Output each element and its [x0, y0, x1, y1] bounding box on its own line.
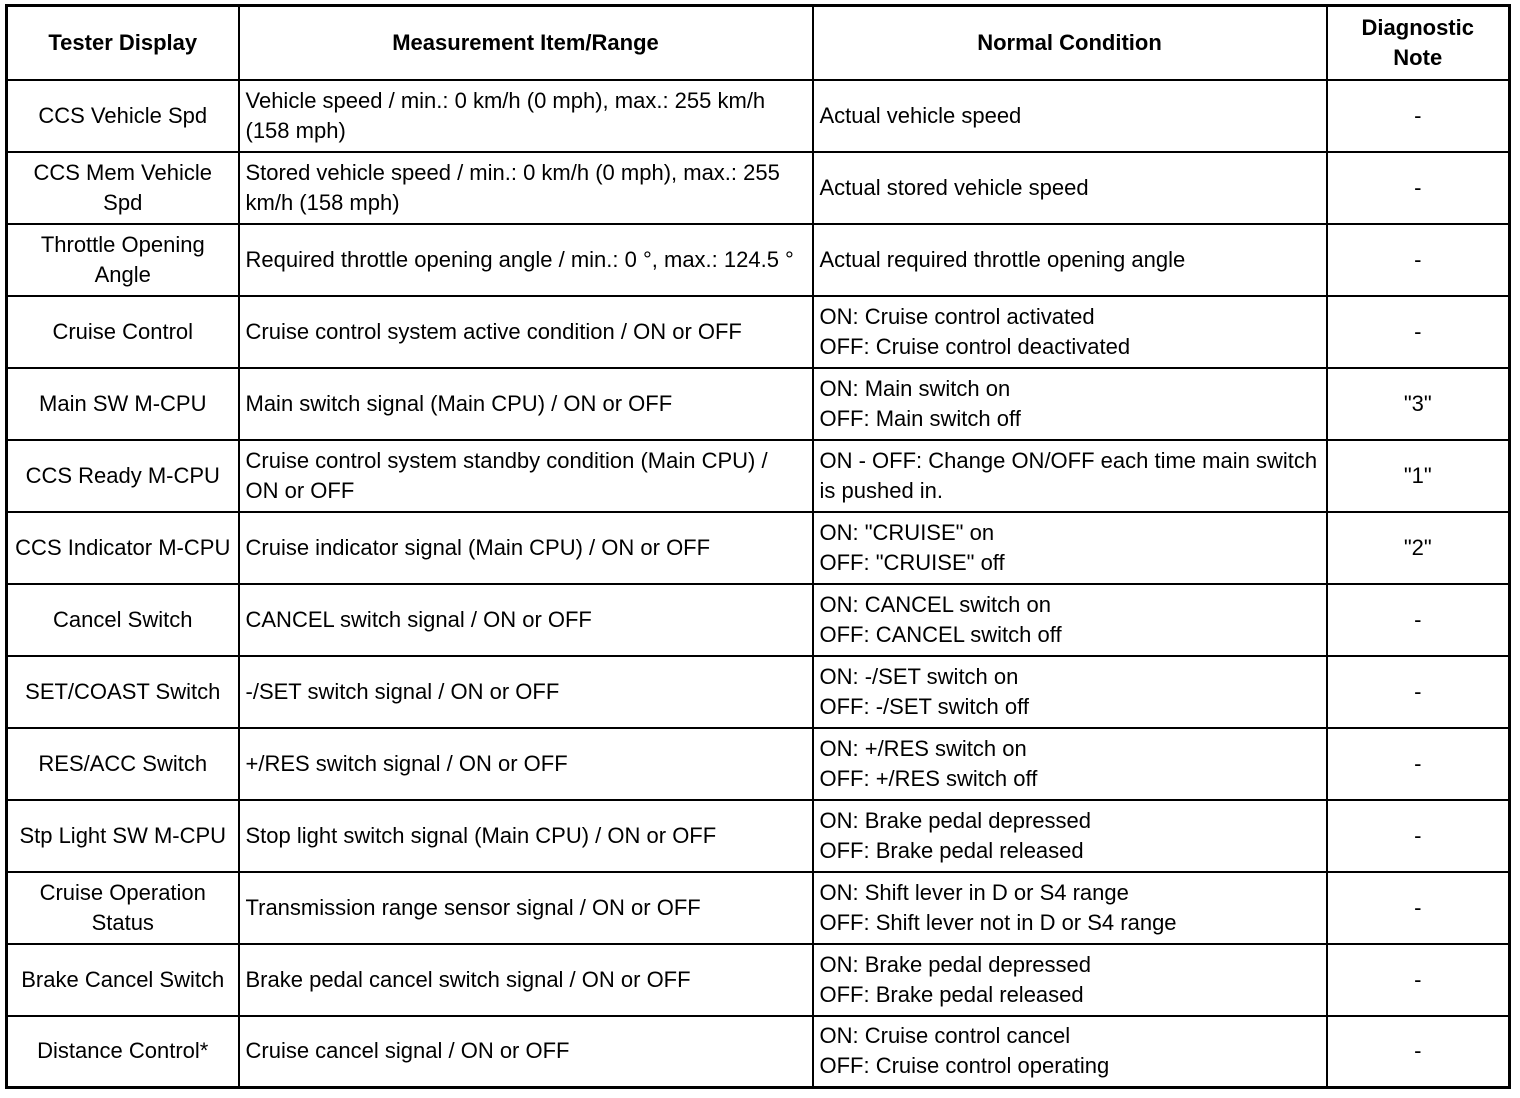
condition-line: ON: Brake pedal depressed: [819, 807, 1091, 833]
cell-diagnostic-note: -: [1327, 800, 1510, 872]
cell-measurement-item-range: Stop light switch signal (Main CPU) / ON or OFF: [239, 800, 813, 872]
cell-tester-display: Cancel Switch: [7, 584, 239, 656]
table-row: [7, 512, 1510, 584]
table-row: [7, 440, 1510, 512]
cell-tester-display: Distance Control*: [7, 1016, 239, 1088]
condition-line: OFF: CANCEL switch off: [819, 621, 1062, 647]
cell-measurement-item-range: CANCEL switch signal / ON or OFF: [239, 584, 813, 656]
cell-diagnostic-note: -: [1327, 152, 1510, 224]
cell-tester-display: Stp Light SW M-CPU: [7, 800, 239, 872]
table-row: [7, 656, 1510, 728]
cell-diagnostic-note: -: [1327, 656, 1510, 728]
table-row: [7, 584, 1510, 656]
cell-tester-display: RES/ACC Switch: [7, 728, 239, 800]
cell-measurement-item-range: Main switch signal (Main CPU) / ON or OFF: [239, 368, 813, 440]
condition-line: OFF: Main switch off: [819, 405, 1021, 431]
cell-normal-condition: [813, 368, 1327, 440]
cell-measurement-item-range: Cruise control system standby condition (Main CPU) / ON or OFF: [239, 440, 813, 512]
condition-line: ON: +/RES switch on: [819, 735, 1027, 761]
table-row: [7, 152, 1510, 224]
cell-measurement-item-range: +/RES switch signal / ON or OFF: [239, 728, 813, 800]
cell-normal-condition: [813, 872, 1327, 944]
cell-diagnostic-note: -: [1327, 584, 1510, 656]
header-normal-condition: Normal Condition: [813, 6, 1327, 80]
condition-line: Actual vehicle speed: [819, 102, 1022, 128]
cell-measurement-item-range: Transmission range sensor signal / ON or OFF: [239, 872, 813, 944]
cell-measurement-item-range: -/SET switch signal / ON or OFF: [239, 656, 813, 728]
cell-diagnostic-note: -: [1327, 224, 1510, 296]
cell-tester-display: Main SW M-CPU: [7, 368, 239, 440]
cell-tester-display: Cruise Operation Status: [7, 872, 239, 944]
condition-line: ON: Cruise control cancel: [819, 1023, 1071, 1049]
cell-normal-condition: [813, 944, 1327, 1016]
table-row: [7, 872, 1510, 944]
condition-line: ON: "CRUISE" on: [819, 519, 995, 545]
condition-line: OFF: -/SET switch off: [819, 693, 1029, 719]
cell-diagnostic-note: -: [1327, 80, 1510, 152]
data-monitor-table: [5, 4, 1511, 1089]
cell-diagnostic-note: "2": [1327, 512, 1510, 584]
condition-line: OFF: Brake pedal released: [819, 837, 1084, 863]
table-row: [7, 1016, 1510, 1088]
cell-normal-condition: [813, 512, 1327, 584]
header-tester-display: Tester Display: [7, 6, 239, 80]
condition-line: ON - OFF: Change ON/OFF each time main switch is pushed in.: [819, 447, 1318, 503]
cell-tester-display: Brake Cancel Switch: [7, 944, 239, 1016]
cell-normal-condition: [813, 584, 1327, 656]
condition-line: OFF: Cruise control operating: [819, 1053, 1110, 1079]
table-row: [7, 368, 1510, 440]
table-row: [7, 296, 1510, 368]
cell-normal-condition: [813, 800, 1327, 872]
cell-measurement-item-range: Cruise indicator signal (Main CPU) / ON or OFF: [239, 512, 813, 584]
condition-line: ON: -/SET switch on: [819, 663, 1019, 689]
header-diagnostic-note-line2: Note: [1393, 44, 1443, 70]
cell-tester-display: CCS Ready M-CPU: [7, 440, 239, 512]
cell-measurement-item-range: Brake pedal cancel switch signal / ON or OFF: [239, 944, 813, 1016]
cell-normal-condition: [813, 728, 1327, 800]
cell-tester-display: CCS Vehicle Spd: [7, 80, 239, 152]
header-measurement-item-range: Measurement Item/Range: [239, 6, 813, 80]
cell-normal-condition: [813, 224, 1327, 296]
condition-line: ON: Shift lever in D or S4 range: [819, 879, 1129, 905]
cell-tester-display: Cruise Control: [7, 296, 239, 368]
condition-line: ON: Main switch on: [819, 375, 1011, 401]
cell-diagnostic-note: -: [1327, 296, 1510, 368]
condition-line: Actual stored vehicle speed: [819, 174, 1089, 200]
cell-tester-display: Throttle Opening Angle: [7, 224, 239, 296]
table-body: [7, 80, 1510, 1088]
cell-normal-condition: [813, 80, 1327, 152]
table-row: [7, 800, 1510, 872]
cell-diagnostic-note: "3": [1327, 368, 1510, 440]
cell-tester-display: CCS Indicator M-CPU: [7, 512, 239, 584]
cell-normal-condition: [813, 440, 1327, 512]
cell-measurement-item-range: Vehicle speed / min.: 0 km/h (0 mph), max.: 255 km/h (158 mph): [239, 80, 813, 152]
condition-line: Actual required throttle opening angle: [819, 246, 1186, 272]
table-row: [7, 224, 1510, 296]
condition-line: OFF: "CRUISE" off: [819, 549, 1005, 575]
cell-normal-condition: [813, 152, 1327, 224]
cell-normal-condition: [813, 1016, 1327, 1088]
cell-normal-condition: [813, 656, 1327, 728]
cell-measurement-item-range: Required throttle opening angle / min.: 0 °, max.: 124.5 °: [239, 224, 813, 296]
table-row: [7, 728, 1510, 800]
cell-tester-display: SET/COAST Switch: [7, 656, 239, 728]
cell-diagnostic-note: -: [1327, 872, 1510, 944]
condition-line: OFF: Brake pedal released: [819, 981, 1084, 1007]
cell-measurement-item-range: Stored vehicle speed / min.: 0 km/h (0 mph), max.: 255 km/h (158 mph): [239, 152, 813, 224]
condition-line: OFF: +/RES switch off: [819, 765, 1038, 791]
condition-line: OFF: Cruise control deactivated: [819, 333, 1131, 359]
data-table-container: [5, 4, 1511, 1089]
cell-diagnostic-note: -: [1327, 1016, 1510, 1088]
table-row: [7, 80, 1510, 152]
cell-measurement-item-range: Cruise control system active condition / ON or OFF: [239, 296, 813, 368]
cell-diagnostic-note: -: [1327, 944, 1510, 1016]
table-header-row: [7, 6, 1510, 80]
condition-line: ON: Brake pedal depressed: [819, 951, 1091, 977]
cell-tester-display: CCS Mem Vehicle Spd: [7, 152, 239, 224]
condition-line: ON: Cruise control activated: [819, 303, 1095, 329]
cell-diagnostic-note: "1": [1327, 440, 1510, 512]
cell-measurement-item-range: Cruise cancel signal / ON or OFF: [239, 1016, 813, 1088]
header-diagnostic-note-line1: Diagnostic: [1361, 14, 1474, 40]
table-row: [7, 944, 1510, 1016]
cell-diagnostic-note: -: [1327, 728, 1510, 800]
condition-line: ON: CANCEL switch on: [819, 591, 1051, 617]
header-diagnostic-note: [1327, 6, 1510, 80]
cell-normal-condition: [813, 296, 1327, 368]
condition-line: OFF: Shift lever not in D or S4 range: [819, 909, 1177, 935]
